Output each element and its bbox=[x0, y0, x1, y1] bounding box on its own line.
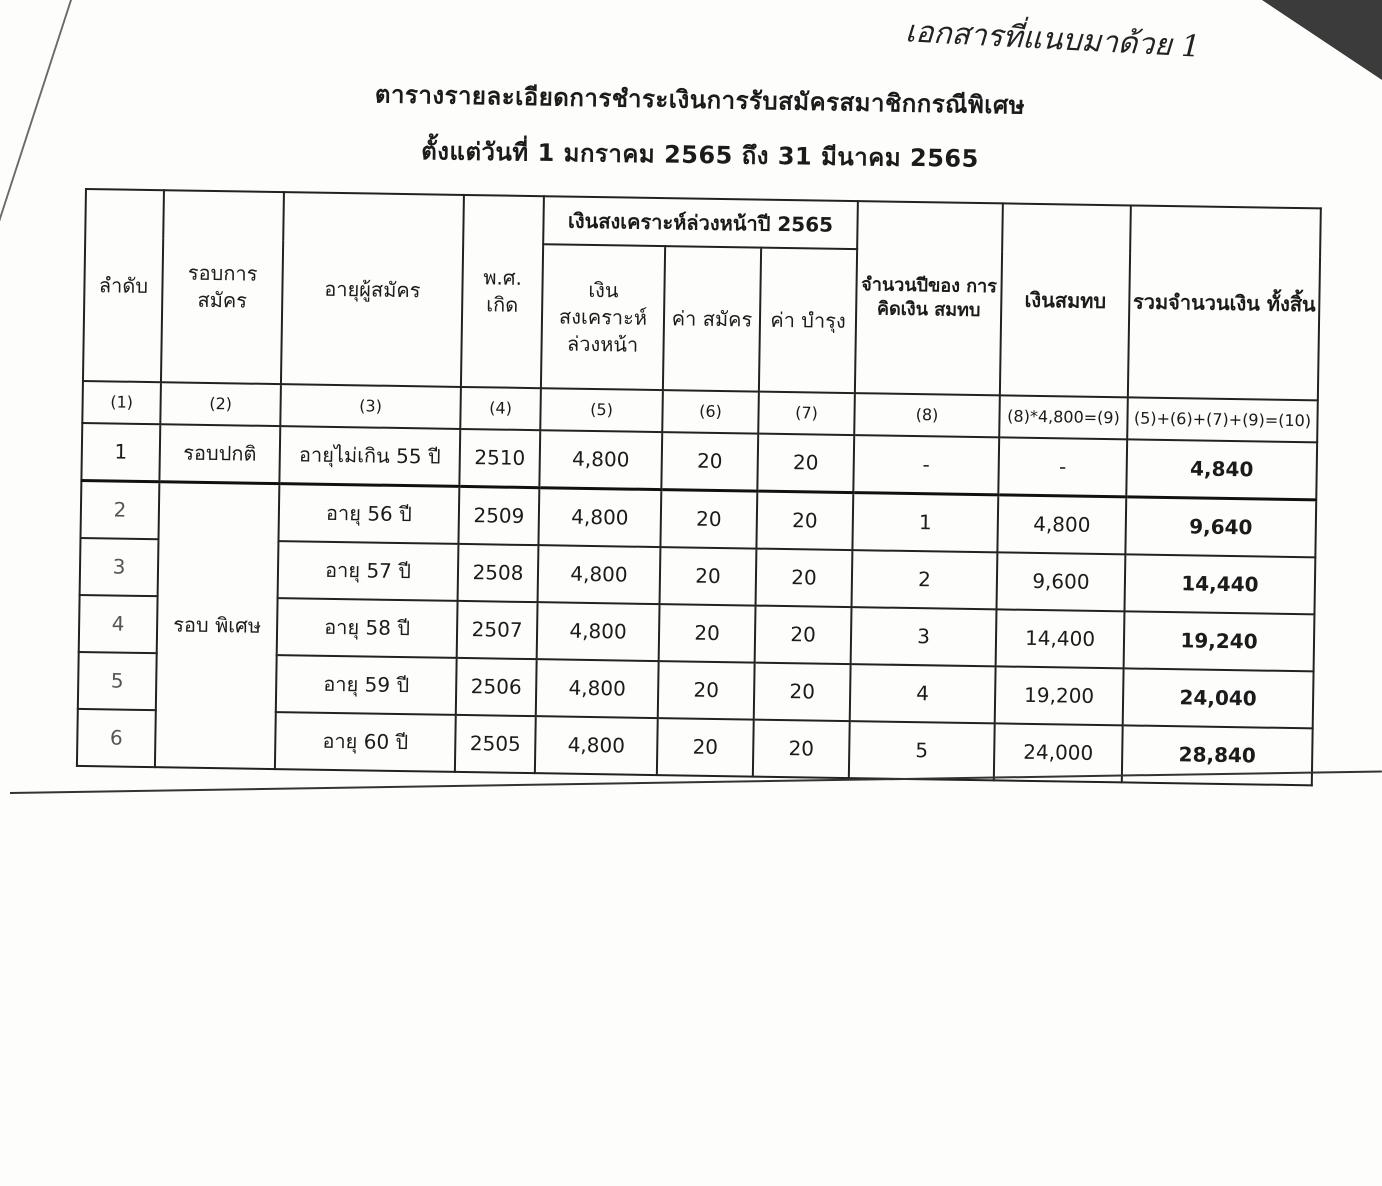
document-subtitle-date-range: ตั้งแต่วันที่ 1 มกราคม 2565 ถึง 31 มีนาคม 2565 bbox=[420, 137, 979, 173]
years-cell: 5 bbox=[849, 721, 995, 780]
maintenance-cell: 20 bbox=[754, 663, 851, 722]
payment-detail-table bbox=[76, 188, 1322, 786]
index-cell: (3) bbox=[280, 384, 461, 429]
total-cell: 19,240 bbox=[1124, 611, 1315, 671]
fee-cell: 20 bbox=[660, 490, 757, 549]
document-title: ตารางรายละเอียดการชำระเงินการรับสมัครสมาชิกกรณีพิเศษ bbox=[374, 80, 1026, 120]
index-cell: (8)*4,800=(9) bbox=[999, 395, 1128, 439]
total-cell: 4,840 bbox=[1126, 439, 1317, 499]
index-cell: (8) bbox=[854, 393, 1000, 437]
fee-cell: 20 bbox=[661, 432, 758, 491]
index-cell: (5)+(6)+(7)+(9)=(10) bbox=[1127, 397, 1318, 442]
years-cell: 4 bbox=[850, 664, 996, 723]
total-cell: 28,840 bbox=[1122, 725, 1313, 785]
maintenance-cell: 20 bbox=[753, 720, 850, 779]
header-advance: เงิน สงเคราะห์ ล่วงหน้า bbox=[541, 244, 665, 390]
header-seq: ลำดับ bbox=[83, 189, 164, 382]
birth-year-cell: 2510 bbox=[459, 429, 540, 488]
seq-cell: 4 bbox=[79, 595, 158, 653]
seq-cell: 1 bbox=[81, 423, 160, 482]
advance-cell: 4,800 bbox=[539, 430, 662, 489]
header-fee: ค่า สมัคร bbox=[663, 246, 761, 391]
index-cell: (5) bbox=[540, 388, 663, 432]
maintenance-cell: 20 bbox=[756, 549, 853, 608]
seq-cell: 5 bbox=[78, 652, 157, 710]
contribution-cell: 14,400 bbox=[996, 609, 1125, 668]
age-cell: อายุ 60 ปี bbox=[275, 712, 456, 772]
age-cell: อายุ 56 ปี bbox=[278, 484, 459, 544]
fee-cell: 20 bbox=[660, 547, 757, 606]
advance-cell: 4,800 bbox=[535, 716, 658, 775]
fee-cell: 20 bbox=[657, 718, 754, 777]
header-birth-year: พ.ศ. เกิด bbox=[461, 195, 544, 388]
years-cell: 2 bbox=[852, 550, 998, 609]
index-cell: (4) bbox=[460, 387, 541, 430]
header-contribution: เงินสมทบ bbox=[1000, 203, 1131, 397]
birth-year-cell: 2505 bbox=[455, 715, 536, 773]
advance-cell: 4,800 bbox=[537, 602, 660, 661]
years-cell: - bbox=[853, 435, 999, 495]
header-maintenance: ค่า บำรุง bbox=[759, 248, 857, 393]
index-cell: (2) bbox=[160, 382, 281, 426]
birth-year-cell: 2509 bbox=[458, 486, 539, 545]
years-cell: 3 bbox=[851, 607, 997, 666]
advance-cell: 4,800 bbox=[538, 545, 661, 604]
index-cell: (1) bbox=[82, 381, 161, 424]
header-total: รวมจำนวนเงิน ทั้งสิ้น bbox=[1128, 205, 1321, 400]
total-cell: 24,040 bbox=[1123, 668, 1314, 728]
total-cell: 14,440 bbox=[1124, 554, 1315, 614]
maintenance-cell: 20 bbox=[756, 491, 853, 550]
years-cell: 1 bbox=[852, 493, 998, 553]
advance-cell: 4,800 bbox=[538, 488, 661, 547]
header-age: อายุผู้สมัคร bbox=[281, 192, 464, 387]
header-years: จำนวนปีของ การคิดเงิน สมทบ bbox=[855, 201, 1003, 395]
age-cell: อายุไม่เกิน 55 ปี bbox=[279, 426, 460, 486]
seq-cell: 6 bbox=[77, 709, 156, 767]
advance-cell: 4,800 bbox=[536, 659, 659, 718]
page-corner-fold bbox=[1262, 0, 1382, 80]
contribution-cell: - bbox=[998, 437, 1127, 497]
index-cell: (7) bbox=[758, 392, 855, 436]
maintenance-cell: 20 bbox=[755, 606, 852, 665]
fee-cell: 20 bbox=[658, 661, 755, 720]
round-cell: รอบปกติ bbox=[159, 424, 280, 483]
seq-cell: 3 bbox=[80, 538, 159, 596]
header-round: รอบการ สมัคร bbox=[161, 190, 284, 384]
contribution-cell: 4,800 bbox=[997, 495, 1126, 555]
payment-detail-table-wrapper bbox=[76, 188, 1320, 786]
contribution-cell: 9,600 bbox=[996, 552, 1125, 611]
contribution-cell: 24,000 bbox=[994, 723, 1123, 782]
age-cell: อายุ 58 ปี bbox=[277, 598, 458, 658]
index-cell: (6) bbox=[662, 390, 759, 434]
maintenance-cell: 20 bbox=[757, 434, 854, 493]
contribution-cell: 19,200 bbox=[995, 666, 1124, 725]
birth-year-cell: 2507 bbox=[457, 601, 538, 659]
total-cell: 9,640 bbox=[1125, 497, 1316, 557]
birth-year-cell: 2506 bbox=[456, 658, 537, 716]
header-advance-group: เงินสงเคราะห์ล่วงหน้าปี 2565 bbox=[543, 196, 858, 249]
seq-cell: 2 bbox=[81, 480, 160, 539]
round-cell-merged: รอบ พิเศษ bbox=[155, 482, 279, 769]
paper-edge bbox=[0, 0, 72, 230]
age-cell: อายุ 57 ปี bbox=[278, 541, 459, 601]
handwritten-attachment-note: เอกสารที่แนบมาด้วย 1 bbox=[904, 14, 1202, 65]
age-cell: อายุ 59 ปี bbox=[276, 655, 457, 715]
fee-cell: 20 bbox=[659, 604, 756, 663]
birth-year-cell: 2508 bbox=[458, 544, 539, 602]
